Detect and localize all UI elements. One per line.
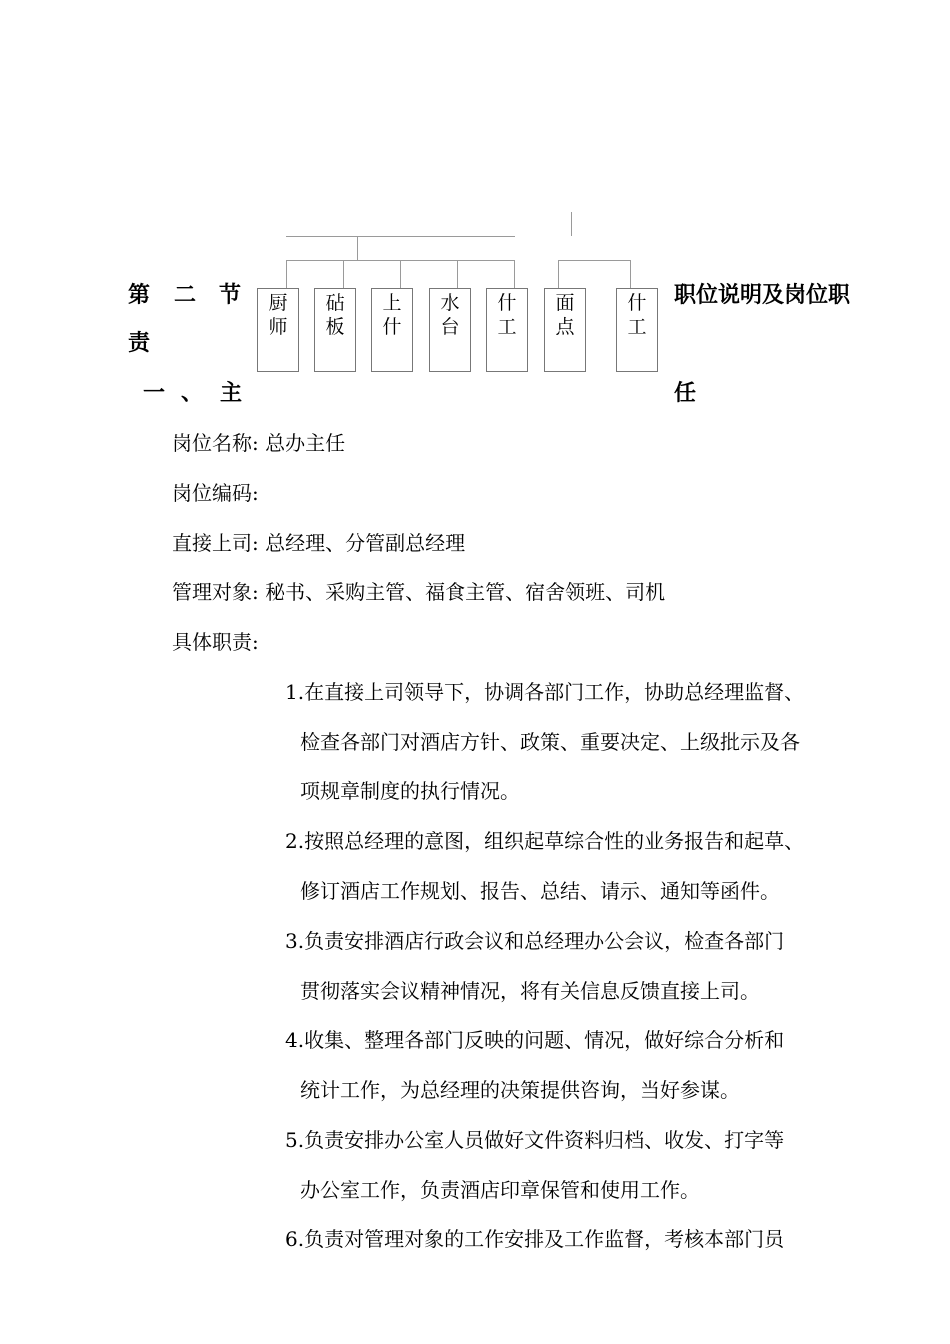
position-name-label: 岗位名称: <box>172 431 259 455</box>
subsection-heading-char: 、 <box>181 380 204 406</box>
section-heading-char: 二 <box>174 282 197 308</box>
org-chart-connector <box>571 212 572 236</box>
org-box-text: 工 <box>497 316 517 338</box>
org-chart-connector <box>286 236 515 237</box>
supervisor-label: 直接上司: <box>172 531 259 555</box>
org-box-text: 面 <box>555 292 575 314</box>
org-box-text: 砧 <box>325 292 345 314</box>
org-chart-connector <box>286 260 287 288</box>
section-heading-char: 节 <box>219 282 242 308</box>
org-box-pastry <box>544 288 586 372</box>
duty-item-line: 检查各部门对酒店方针、政策、重要决定、上级批示及各 <box>300 730 800 754</box>
section-heading-title: 职位说明及岗位职 <box>674 282 851 308</box>
position-code-field <box>172 480 259 506</box>
duty-item-line: 办公室工作，负责酒店印章保管和使用工作。 <box>300 1178 700 1202</box>
org-box-text: 点 <box>555 316 575 338</box>
duty-item-line: 项规章制度的执行情况。 <box>300 779 520 803</box>
org-box-text: 板 <box>325 316 345 338</box>
manages-label: 管理对象: <box>172 580 259 604</box>
org-box-water-station <box>429 288 471 372</box>
duty-item-line: 6.负责对管理对象的工作安排及工作监督，考核本部门员 <box>285 1227 785 1251</box>
org-box-text: 厨 <box>268 292 288 314</box>
duty-item-line: 4.收集、整理各部门反映的问题、情况，做好综合分析和 <box>285 1028 785 1052</box>
org-chart-connector <box>558 260 559 288</box>
org-chart-connector <box>558 260 631 261</box>
duties-label: 具体职责: <box>172 630 259 654</box>
subsection-heading-char: 任 <box>674 380 697 406</box>
duty-item-line: 3.负责安排酒店行政会议和总经理办公会议，检查各部门 <box>285 929 785 953</box>
duty-item-line: 贯彻落实会议精神情况，将有关信息反馈直接上司。 <box>300 979 760 1003</box>
manages-value: 秘书、采购主管、福食主管、宿舍领班、司机 <box>265 580 666 604</box>
org-box-chef <box>257 288 299 372</box>
org-box-text: 什 <box>627 292 647 314</box>
duty-item-line: 统计工作，为总经理的决策提供咨询，当好参谋。 <box>300 1078 740 1102</box>
org-box-text: 上 <box>382 292 402 314</box>
org-chart-connector <box>357 236 358 260</box>
org-box-chopping <box>314 288 356 372</box>
position-name-value: 总办主任 <box>265 431 346 455</box>
org-chart-connector <box>400 260 401 288</box>
subsection-heading-char: 主 <box>220 380 243 406</box>
org-chart-connector <box>630 260 631 288</box>
subsection-heading-char: 一 <box>143 380 166 406</box>
org-box-text: 什 <box>382 316 402 338</box>
org-box-handyman <box>486 288 528 372</box>
duty-item-line: 5.负责安排办公室人员做好文件资料归档、收发、打字等 <box>285 1128 785 1152</box>
duty-item-line: 修订酒店工作规划、报告、总结、请示、通知等函件。 <box>300 879 780 903</box>
position-name-field <box>172 430 345 456</box>
manages-field <box>172 579 665 605</box>
org-box-handyman-2 <box>616 288 658 372</box>
org-box-text: 水 <box>440 292 460 314</box>
org-box-text: 什 <box>497 292 517 314</box>
duty-item-line: 1.在直接上司领导下，协调各部门工作，协助总经理监督、 <box>285 680 805 704</box>
org-chart-connector <box>457 260 458 288</box>
supervisor-field <box>172 530 465 556</box>
org-box-text: 台 <box>440 316 460 338</box>
org-box-plating <box>371 288 413 372</box>
org-box-text: 师 <box>268 316 288 338</box>
duty-item-line: 2.按照总经理的意图，组织起草综合性的业务报告和起草、 <box>285 829 805 853</box>
org-box-text: 工 <box>627 316 647 338</box>
position-code-label: 岗位编码: <box>172 481 259 505</box>
section-heading-char: 第 <box>128 282 151 308</box>
supervisor-value: 总经理、分管副总经理 <box>265 531 466 555</box>
org-chart-connector <box>514 260 515 288</box>
section-heading-continuation: 责 <box>128 330 151 356</box>
org-chart-connector <box>343 260 344 288</box>
